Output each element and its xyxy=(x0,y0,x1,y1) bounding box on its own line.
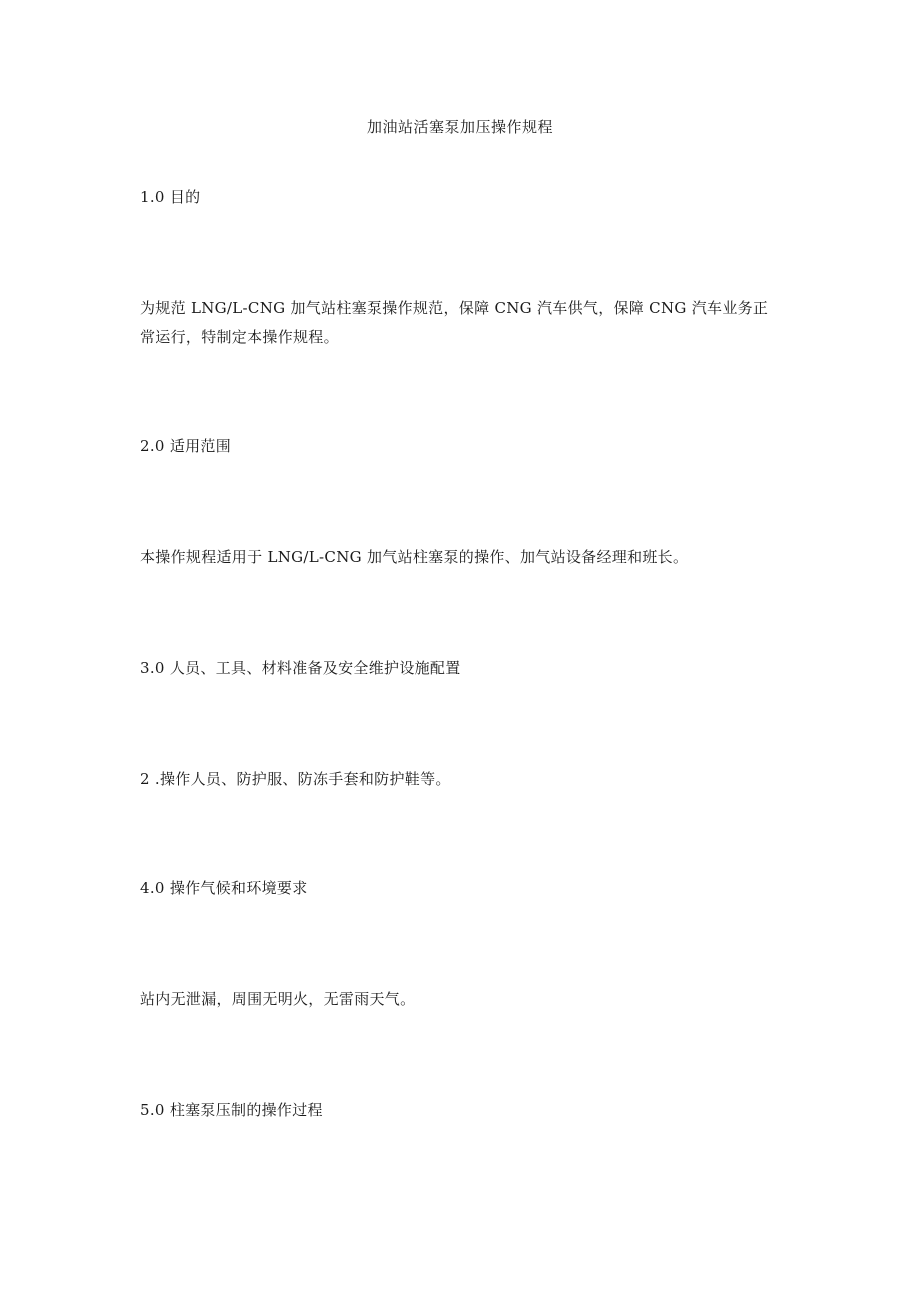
paragraph-preparation: 2 .操作人员、防护服、防冻手套和防护鞋等。 xyxy=(140,770,451,788)
paragraph-scope: 本操作规程适用于 LNG/L-CNG 加气站柱塞泵的操作、加气站设备经理和班长。 xyxy=(140,548,689,566)
paragraph-purpose: 为规范 LNG/L-CNG 加气站柱塞泵操作规范，保障 CNG 汽车供气，保障 CNG 汽车业务正常运行，特制定本操作规程。 xyxy=(140,299,769,346)
section-heading-procedure: 5.0 柱塞泵压制的操作过程 xyxy=(140,1101,323,1119)
section-heading-environment: 4.0 操作气候和环境要求 xyxy=(140,879,308,897)
paragraph-environment: 站内无泄漏，周围无明火，无雷雨天气。 xyxy=(140,990,416,1008)
section-heading-scope: 2.0 适用范围 xyxy=(140,437,232,455)
document-title: 加油站活塞泵加压操作规程 xyxy=(366,118,553,136)
section-heading-preparation: 3.0 人员、工具、材料准备及安全维护设施配置 xyxy=(140,659,461,677)
section-heading-purpose: 1.0 目的 xyxy=(140,188,201,206)
